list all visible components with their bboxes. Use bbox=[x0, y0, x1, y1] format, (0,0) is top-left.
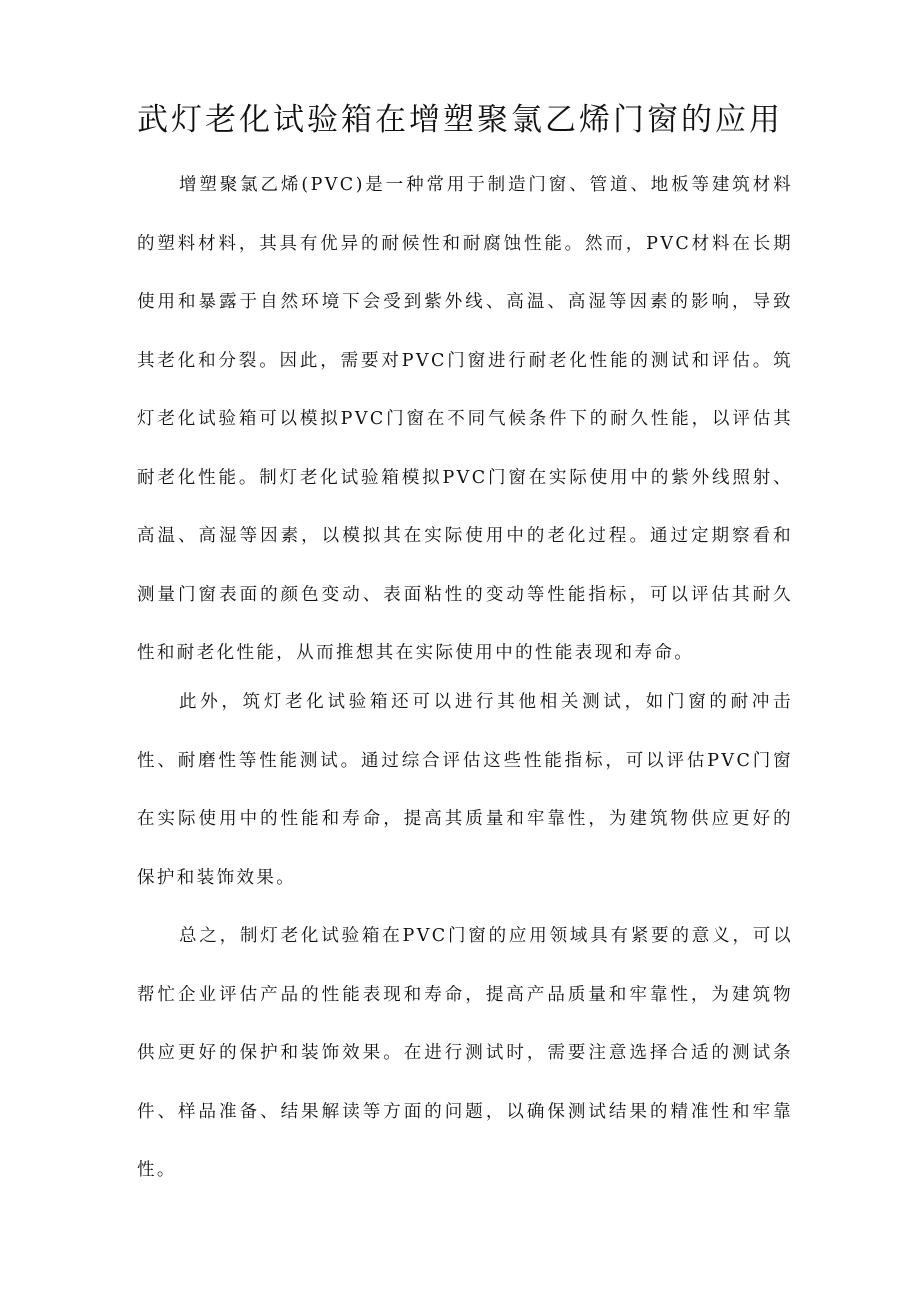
paragraph-other-tests: 此外，筑灯老化试验箱还可以进行其他相关测试，如门窗的耐冲击性、耐磨性等性能测试。通过综合评估这些性能指标，可以评估PVC门窗在实际使用中的性能和寿命，提高其质量和牢靠性，为建筑物供应更好的保护和装饰效果。 bbox=[137, 692, 793, 888]
paragraph-intro: 增塑聚氯乙烯(PVC)是一种常用于制造门窗、管道、地板等建筑材料的塑料材料，其具有优异的耐候性和耐腐蚀性能。然而，PVC材料在长期使用和暴露于自然环境下会受到紫外线、高温、高湿等因素的影响，导致其老化和分裂。因此，需要对PVC门窗进行耐老化性能的测试和评估。筑灯老化试验箱可以模拟PVC门窗在不同气候条件下的耐久性能，以评估其耐老化性能。制灯老化试验箱模拟PVC门窗在实际使用中的紫外线照射、高温、高湿等因素，以模拟其在实际使用中的老化过程。通过定期察看和测量门窗表面的颜色变动、表面粘性的变动等性能指标，可以评估其耐久性和耐老化性能，从而推想其在实际使用中的性能表现和寿命。 bbox=[137, 175, 793, 663]
document-title: 武灯老化试验箱在增塑聚氯乙烯门窗的应用 bbox=[137, 102, 783, 138]
paragraph-conclusion: 总之，制灯老化试验箱在PVC门窗的应用领域具有紧要的意义，可以帮忙企业评估产品的性能表现和寿命，提高产品质量和牢靠性，为建筑物供应更好的保护和装饰效果。在进行测试时，需要注意选择合适的测试条件、样品准备、结果解读等方面的问题，以确保测试结果的精准性和牢靠性。 bbox=[137, 926, 793, 1180]
